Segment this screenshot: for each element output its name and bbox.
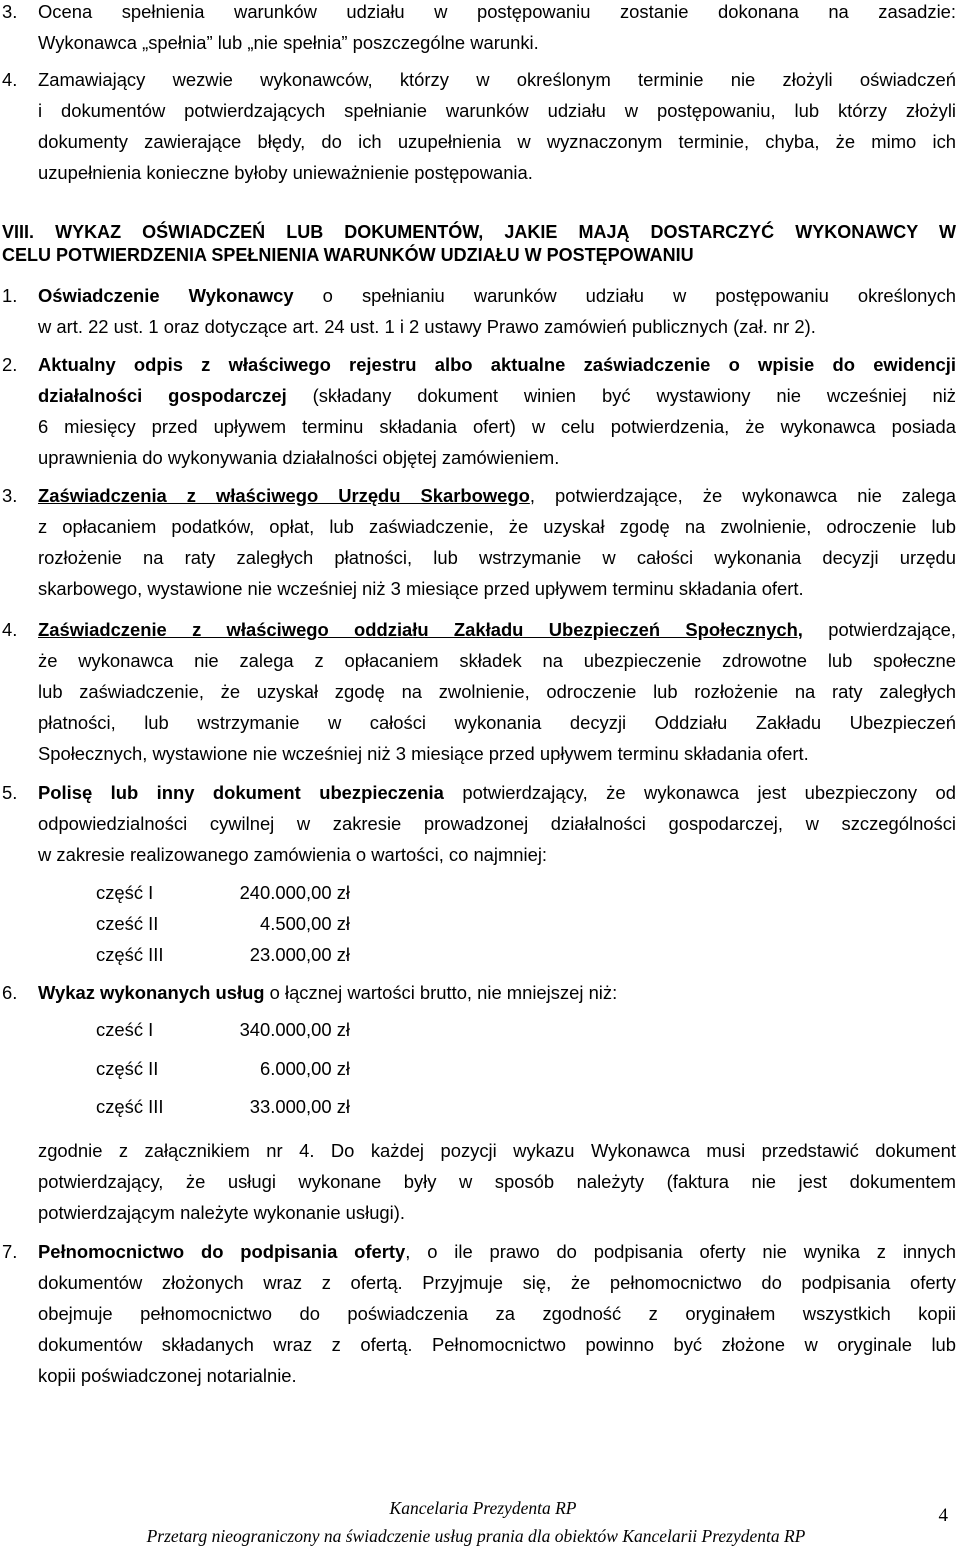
item-number: 6. xyxy=(2,982,18,1003)
sum-value: 33.000,00 zł xyxy=(249,1096,350,1117)
bold-term: działalności gospodarczej xyxy=(38,385,287,406)
text-line: z opłacaniem podatków, opłat, lub zaświadczenie, że uzyskał zgodę na zwolnienie, odroczenie lub xyxy=(38,516,956,537)
text-line: że wykonawca nie zalega z opłacaniem składek na ubezpieczenie zdrowotne lub społeczne xyxy=(38,650,956,671)
item-number: 4. xyxy=(2,69,18,90)
bold-term: Pełnomocnictwo do podpisania oferty xyxy=(38,1241,406,1262)
text-line: uzupełnienia konieczne byłoby unieważnienie postępowania. xyxy=(38,162,533,183)
bold-term: Zaświadczenia z właściwego Urzędu Skarbowego xyxy=(38,485,530,506)
item-number: 3. xyxy=(2,1,18,22)
paragraph-power-of-attorney xyxy=(38,1236,956,1391)
text-line: Ocena spełnienia warunków udziału w postępowaniu zostanie dokonana na zasadzie: xyxy=(38,1,956,22)
paragraph-supplement-call xyxy=(38,64,956,188)
item-number: 7. xyxy=(2,1241,18,1262)
sum-label: cześć I xyxy=(96,1019,154,1040)
text-line: i dokumentów potwierdzających spełnianie warunków udziału w postępowaniu, lub którzy złożyli xyxy=(38,100,956,121)
section-heading-line2: CELU POTWIERDZENIA SPEŁNIENIA WARUNKÓW UDZIAŁU W POSTĘPOWANIU xyxy=(2,245,694,265)
sum-value: 6.000,00 zł xyxy=(260,1058,350,1079)
item-number: 4. xyxy=(2,619,18,640)
paragraph-register-extract xyxy=(38,349,956,473)
sum-label: część III xyxy=(96,944,164,965)
text-line: Zaświadczenia z właściwego Urzędu Skarbowego, potwierdzające, że wykonawca nie zalega xyxy=(38,485,956,506)
text-line: rozłożenie na raty zaległych płatności, lub wstrzymanie w całości wykonania decyzji urzędu xyxy=(38,547,956,568)
text-line: kopii poświadczonej notarialnie. xyxy=(38,1365,297,1386)
section-heading-line1: VIII. WYKAZ OŚWIADCZEŃ LUB DOKUMENTÓW, JAKIE MAJĄ DOSTARCZYĆ WYKONAWCY W xyxy=(2,222,956,242)
text-line: działalności gospodarczej (składany dokument winien być wystawiony nie wcześniej niż xyxy=(38,385,956,406)
text-line: dokumentów składanych wraz z ofertą. Pełnomocnictwo powinno być złożone w oryginale lub xyxy=(38,1334,956,1355)
item-number: 1. xyxy=(2,285,18,306)
paragraph-contractor-statement xyxy=(38,280,956,342)
text-line: w art. 22 ust. 1 oraz dotyczące art. 24 ust. 1 i 2 ustawy Prawo zamówień publicznych (zał. nr 2). xyxy=(38,316,816,337)
text-line: w zakresie realizowanego zamówienia o wartości, co najmniej: xyxy=(38,844,548,865)
paragraph-services-list xyxy=(38,977,956,1008)
text-line: Aktualny odpis z właściwego rejestru albo aktualne zaświadczenie o wpisie do ewidencji xyxy=(38,354,956,375)
bold-term: Oświadczenie Wykonawcy xyxy=(38,285,294,306)
sum-label: część I xyxy=(96,882,154,903)
item-number: 3. xyxy=(2,485,18,506)
sum-value: 240.000,00 zł xyxy=(239,882,350,903)
footer-office: Kancelaria Prezydenta RP xyxy=(389,1498,577,1518)
paragraph-evaluation xyxy=(38,0,956,58)
paragraph-tax-office xyxy=(38,480,956,604)
text-line: Społecznych, wystawione nie wcześniej niż 3 miesiące przed upływem terminu składania ofert. xyxy=(38,743,809,764)
text-line: Oświadczenie Wykonawcy o spełnianiu warunków udziału w postępowaniu określonych xyxy=(38,285,956,306)
text-line: Wykaz wykonanych usług o łącznej wartości brutto, nie mniejszej niż: xyxy=(38,982,618,1003)
bold-term: Zaświadczenie z właściwego oddziału Zakładu Ubezpieczeń Społecznych, xyxy=(38,619,803,640)
text-line: Zaświadczenie z właściwego oddziału Zakładu Ubezpieczeń Społecznych, potwierdzające, xyxy=(38,619,956,640)
text-line: potwierdzającym należyte wykonanie usługi). xyxy=(38,1202,405,1223)
text-line: uprawnienia do wykonywania działalności objętej zamówieniem. xyxy=(38,447,560,468)
text-line: lub zaświadczenie, że uzyskał zgodę na zwolnienie, odroczenie lub rozłożenie na raty zaległych xyxy=(38,681,956,702)
bold-term: Polisę lub inny dokument ubezpieczenia xyxy=(38,782,444,803)
sum-value: 340.000,00 zł xyxy=(239,1019,350,1040)
paragraph-services-annex xyxy=(38,1135,956,1228)
text-line: obejmuje pełnomocnictwo do poświadczenia za zgodność z oryginałem wszystkich kopii xyxy=(38,1303,956,1324)
text-line: dokumenty zawierające błędy, do ich uzupełnienia w wyznaczonym terminie, chyba, że mimo ich xyxy=(38,131,956,152)
item-number: 2. xyxy=(2,354,18,375)
sum-label: część II xyxy=(96,1058,159,1079)
sum-value: 4.500,00 zł xyxy=(260,913,350,934)
text-line: Polisę lub inny dokument ubezpieczenia potwierdzający, że wykonawca jest ubezpieczony od xyxy=(38,782,956,803)
text-line: zgodnie z załącznikiem nr 4. Do każdej pozycji wykazu Wykonawca musi przedstawić dokument xyxy=(38,1140,956,1161)
text-line: dokumentów złożonych wraz z ofertą. Przyjmuje się, że pełnomocnictwo do podpisania oferty xyxy=(38,1272,956,1293)
sum-label: cześć II xyxy=(96,913,159,934)
text-line: Pełnomocnictwo do podpisania oferty, o ile prawo do podpisania oferty nie wynika z innych xyxy=(38,1241,956,1262)
sum-label: część III xyxy=(96,1096,164,1117)
text-line: płatności, lub wstrzymanie w całości wykonania decyzji Oddziału Zakładu Ubezpieczeń xyxy=(38,712,956,733)
sum-value: 23.000,00 zł xyxy=(249,944,350,965)
item-number: 5. xyxy=(2,782,18,803)
text-line: Zamawiający wezwie wykonawców, którzy w określonym terminie nie złożyli oświadczeń xyxy=(38,69,956,90)
text-line: potwierdzający, że usługi wykonane były w sposób należyty (faktura nie jest dokumentem xyxy=(38,1171,956,1192)
text-line: Wykonawca „spełnia” lub „nie spełnia” poszczególne warunki. xyxy=(38,32,539,53)
text-line: 6 miesięcy przed upływem terminu składania ofert) w celu potwierdzenia, że wykonawca posiada xyxy=(38,416,956,437)
paragraph-insurance-policy xyxy=(38,777,956,870)
footer-tender-title: Przetarg nieograniczony na świadczenie usług prania dla obiektów Kancelarii Prezydenta RP xyxy=(146,1526,806,1546)
text-line: skarbowego, wystawione nie wcześniej niż 3 miesiące przed upływem terminu składania ofert. xyxy=(38,578,804,599)
bold-term: Wykaz wykonanych usług xyxy=(38,982,265,1003)
paragraph-social-insurance xyxy=(38,614,956,769)
text-line: odpowiedzialności cywilnej w zakresie prowadzonej działalności gospodarczej, w szczególności xyxy=(38,813,956,834)
page-number: 4 xyxy=(938,1505,948,1526)
